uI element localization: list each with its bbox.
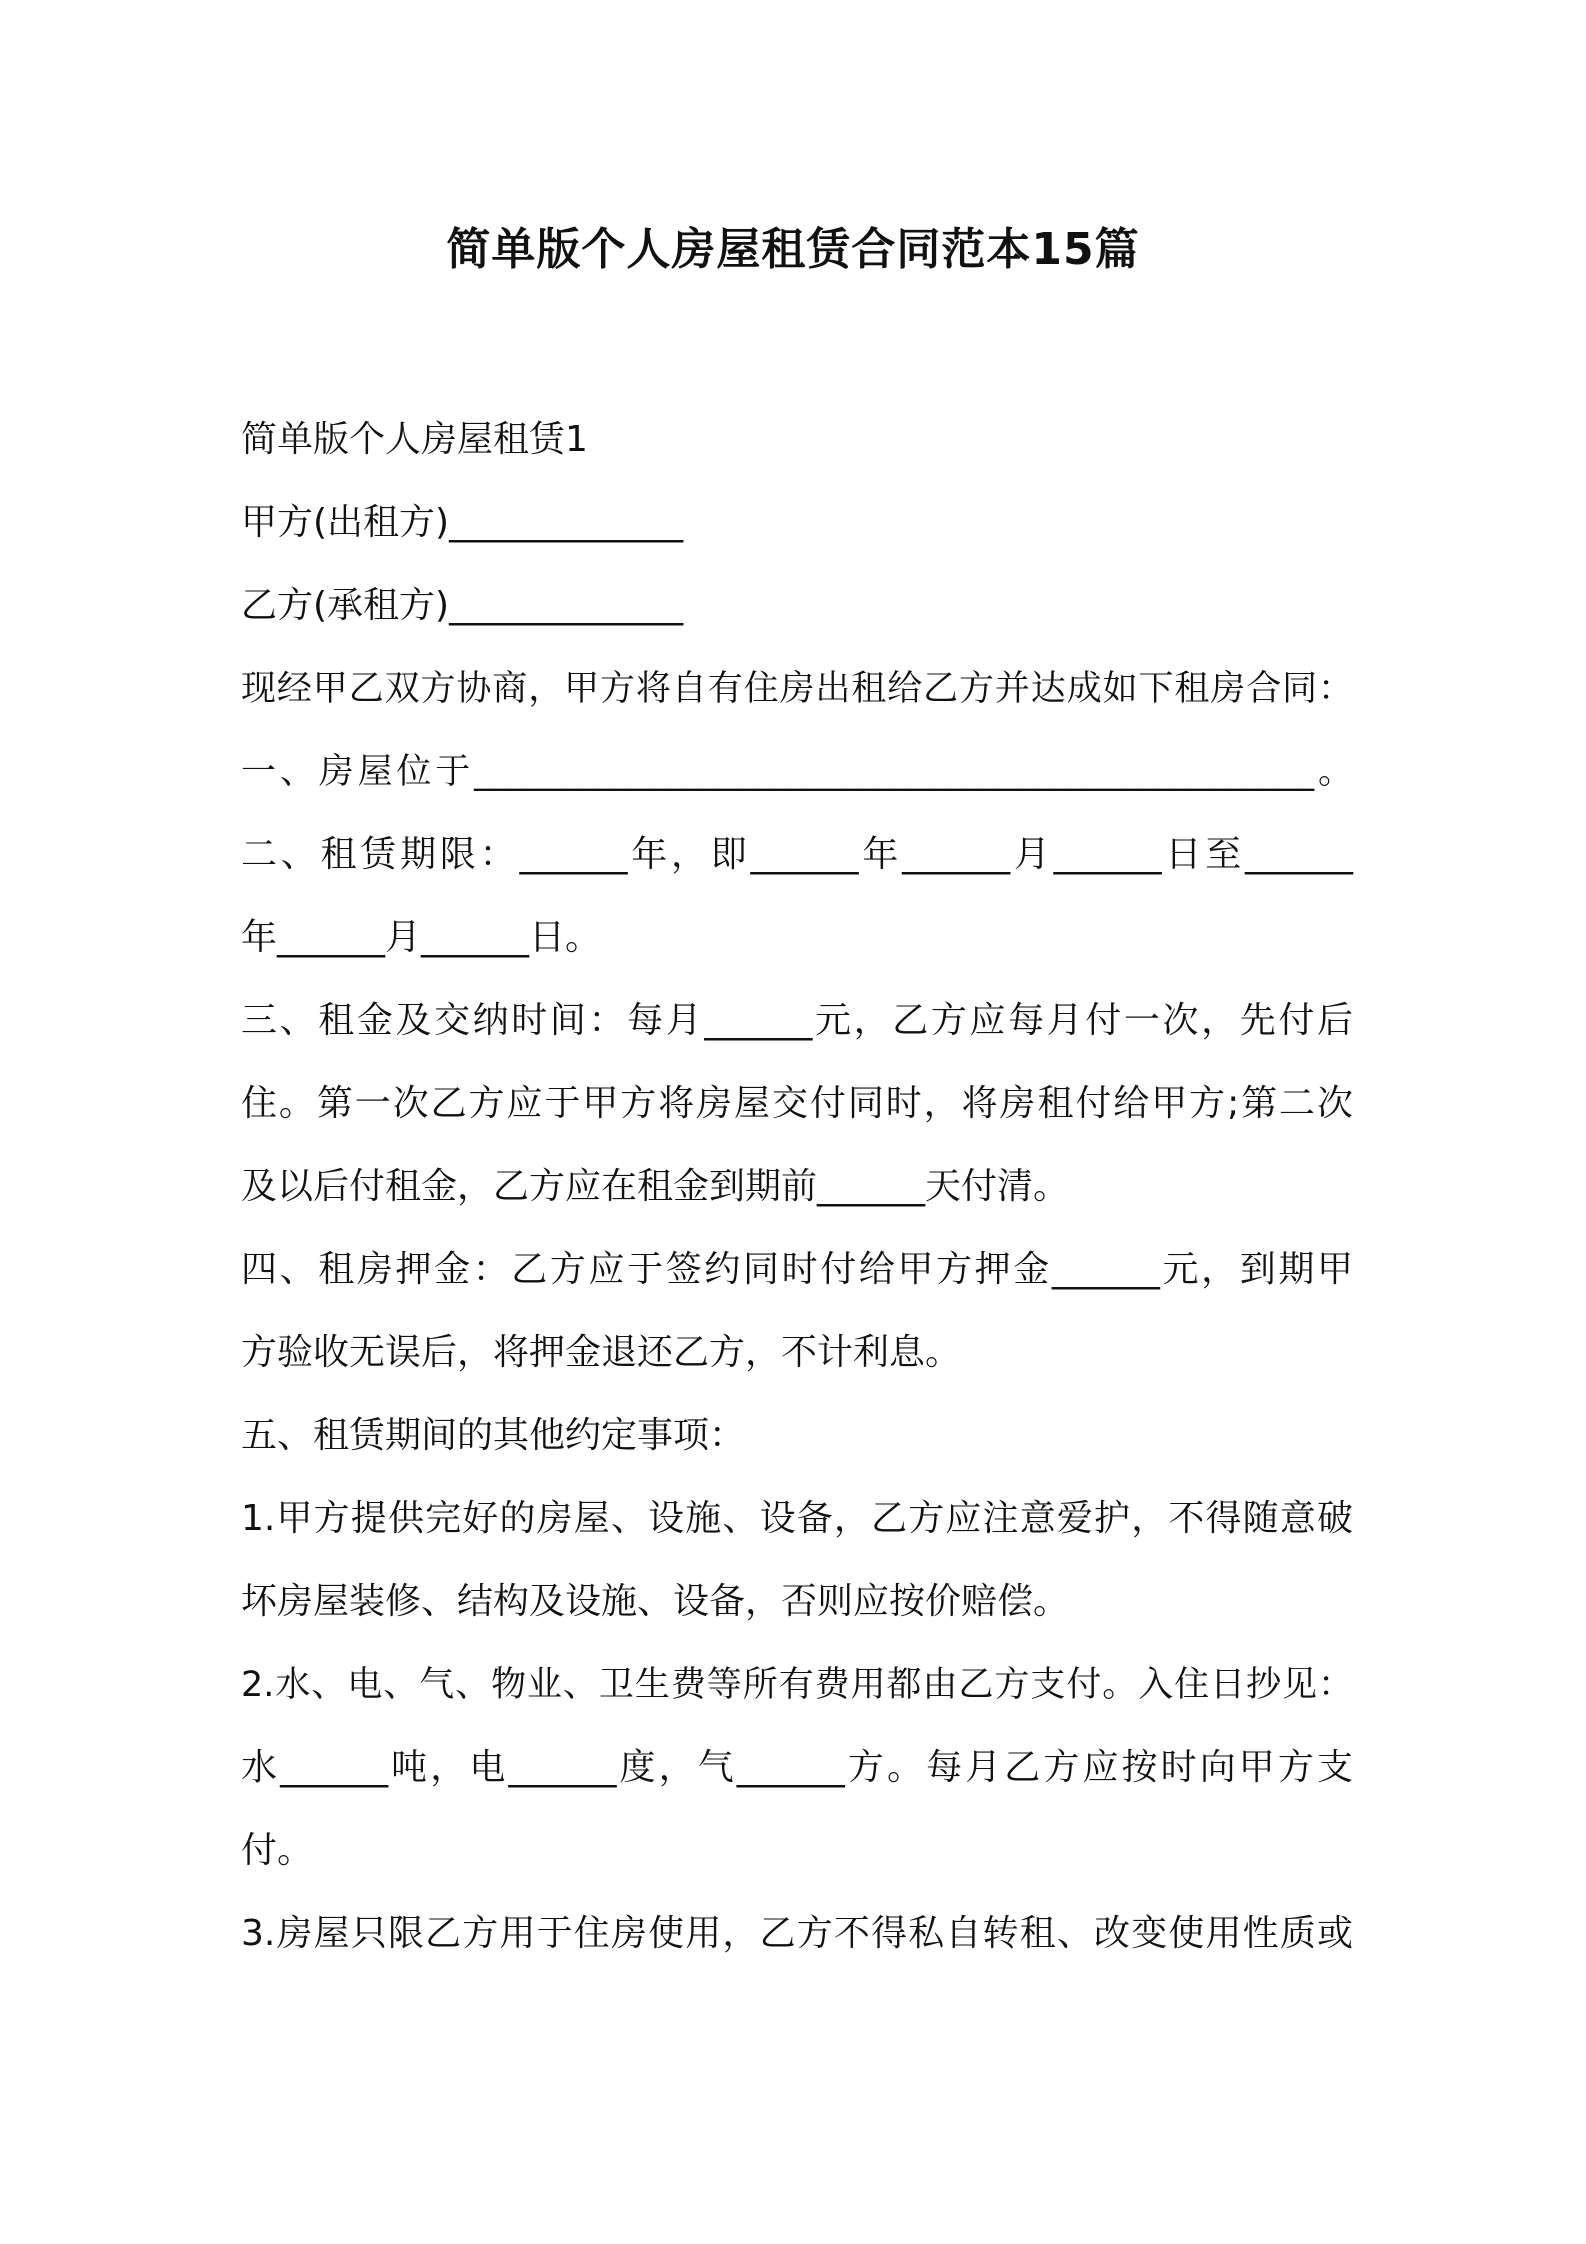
party-b-line: 乙方(承租方)_____________ [241, 585, 684, 626]
item-1: 1.甲方提供完好的房屋、设施、设备，乙方应注意爱护，不得随意破 [241, 1498, 1353, 1539]
clause-2-term-cont: 年______月______日。 [241, 917, 602, 958]
clause-3-rent-cont: 住。第一次乙方应于甲方将房屋交付同时，将房租付给甲方;第二次 [241, 1083, 1353, 1124]
item-2: 2.水、电、气、物业、卫生费等所有费用都由乙方支付。入住日抄见： [241, 1665, 1353, 1705]
clause-2-term: 二、租赁期限：______年，即______年______月______日至______ [241, 834, 1353, 875]
section-heading: 简单版个人房屋租赁1 [241, 419, 588, 460]
document-title: 简单版个人房屋租赁合同范本15篇 [446, 224, 1140, 275]
document-body [241, 410, 1353, 1987]
clause-4-deposit-end: 方验收无误后，将押金退还乙方，不计利息。 [241, 1332, 962, 1373]
intro-line: 现经甲乙双方协商，甲方将自有住房出租给乙方并达成如下租房合同： [241, 669, 1353, 709]
party-a-line: 甲方(出租方)_____________ [241, 502, 684, 543]
item-2-end: 付。 [241, 1830, 314, 1871]
clause-5-heading: 五、租赁期间的其他约定事项： [241, 1415, 746, 1456]
clause-3-rent: 三、租金及交纳时间：每月______元，乙方应每月付一次，先付后 [241, 1000, 1353, 1041]
item-1-end: 坏房屋装修、结构及设施、设备，否则应按价赔偿。 [241, 1581, 1070, 1622]
clause-4-deposit: 四、租房押金：乙方应于签约同时付给甲方押金______元，到期甲 [241, 1249, 1353, 1290]
item-3: 3.房屋只限乙方用于住房使用，乙方不得私自转租、改变使用性质或 [241, 1913, 1353, 1954]
clause-1-location: 一、房屋位于________________________________________________。 [241, 752, 1353, 792]
item-2-cont: 水______吨，电______度，气______方。每月乙方应按时向甲方支 [241, 1747, 1353, 1788]
clause-3-rent-end: 及以后付租金，乙方应在租金到期前______天付清。 [241, 1166, 1070, 1207]
